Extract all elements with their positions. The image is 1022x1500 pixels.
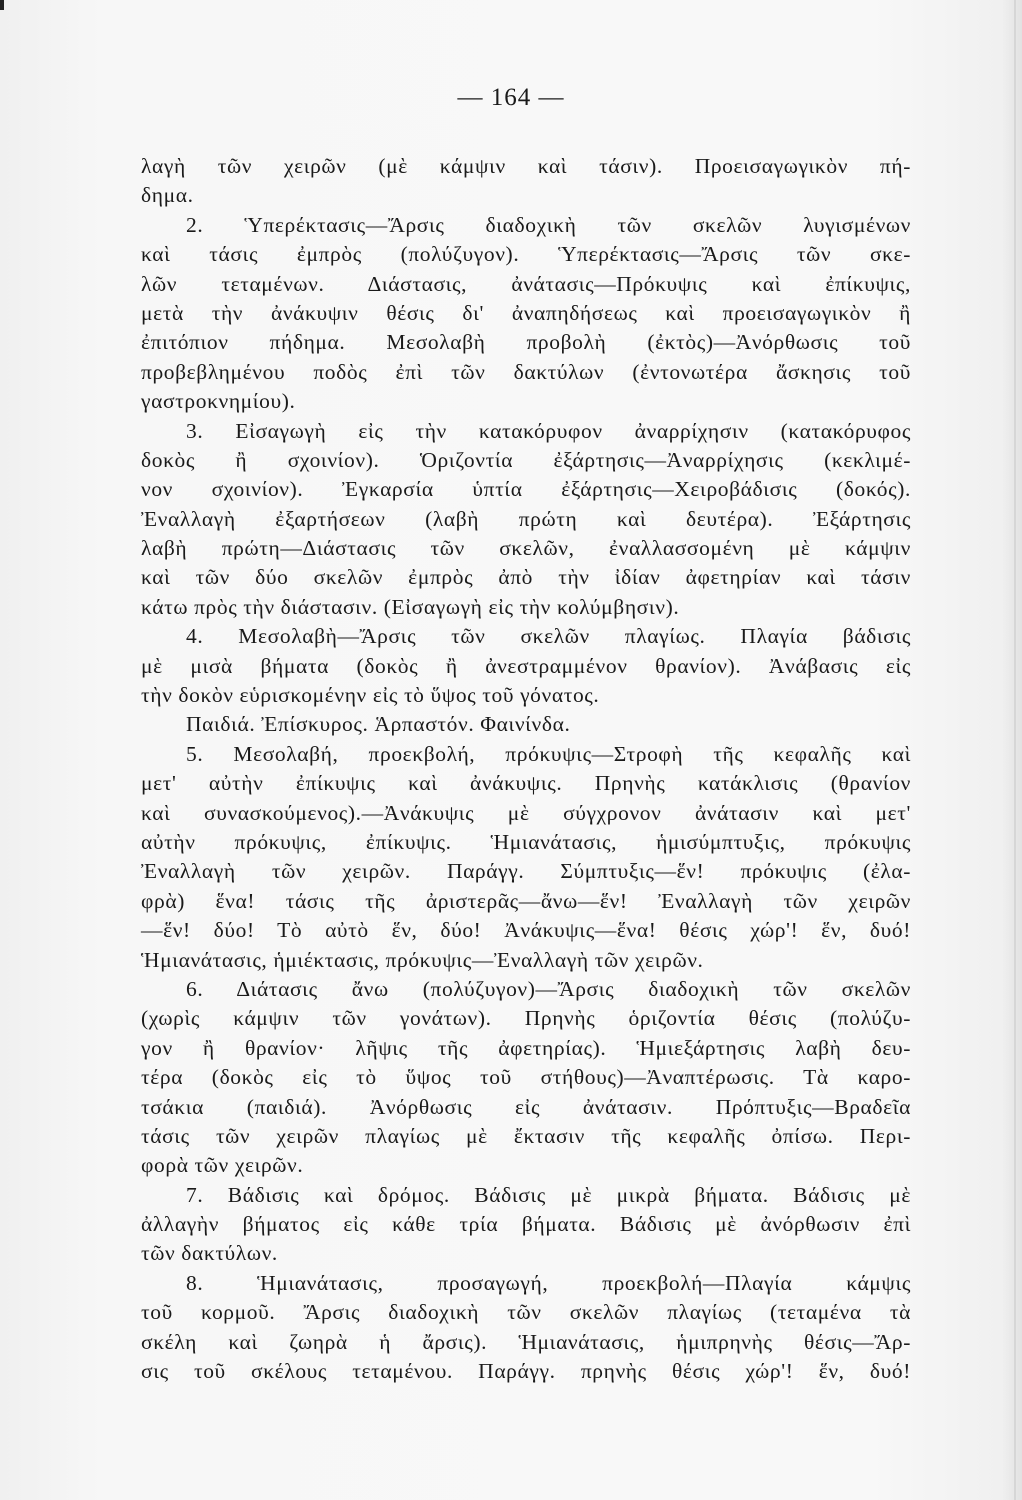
text-line: νον σχοινίον). Ἐγκαρσία ὑπτία ἐξάρτησις—Χειροβάδισις (δοκός). [141, 477, 911, 502]
page-number: — 164 — [457, 84, 565, 111]
text-line: καὶ τάσις ἐμπρὸς (πολύζυγον). Ὑπερέκτασις—Ἄρσις τῶν σκε- [141, 242, 911, 267]
text-line: σκέλη καὶ ζωηρὰ ἡ ἄρσις). Ἡμιανάτασις, ἡμιπρηνὴς θέσις—Ἄρ- [141, 1329, 911, 1354]
text-line: σις τοῦ σκέλους τεταμένου. Παράγγ. πρηνὴς θέσις χώρ'! ἕν, δυό! [141, 1359, 911, 1384]
text-line: φορὰ τῶν χειρῶν. [141, 1153, 304, 1178]
text-line: λαβὴ πρώτη—Διάστασις τῶν σκελῶν, ἐναλλασσομένη μὲ κάμψιν [141, 536, 911, 561]
text-line: Ἐναλλαγὴ τῶν χειρῶν. Παράγγ. Σύμπτυξις—ἕν! πρόκυψις (ἐλα- [141, 859, 911, 884]
text-line: Παιδιά. Ἐπίσκυρος. Ἁρπαστόν. Φαινίνδα. [186, 712, 571, 737]
text-line: μετ' αὐτὴν ἐπίκυψις καὶ ἀνάκυψις. Πρηνὴς κατάκλισις (θρανίον [141, 771, 911, 796]
text-line: 2. Ὑπερέκτασις—Ἄρσις διαδοχικὴ τῶν σκελῶν λυγισμένων [186, 212, 911, 237]
text-line: γον ἢ θρανίον· λῆψις τῆς ἀφετηρίας). Ἡμιεξάρτησις λαβὴ δευ- [141, 1035, 911, 1060]
text-line: καὶ τῶν δύο σκελῶν ἐμπρὸς ἀπὸ τὴν ἰδίαν ἀφετηρίαν καὶ τάσιν [141, 565, 911, 590]
text-line: δοκὸς ἢ σχοινίον). Ὁριζοντία ἐξάρτησις—Ἀναρρίχησις (κεκλιμέ- [141, 447, 911, 472]
text-line: λαγὴ τῶν χειρῶν (μὲ κάμψιν καὶ τάσιν). Προεισαγωγικὸν πή- [141, 154, 911, 178]
text-line: μετὰ τὴν ἀνάκυψιν θέσις δι' ἀναπηδήσεως καὶ προεισαγωγικὸν ἢ [141, 300, 911, 325]
text-line: τέρα (δοκὸς εἰς τὸ ὕψος τοῦ στήθους)—Ἀναπτέρωσις. Τὰ καρο- [141, 1065, 911, 1090]
text-line: 4. Μεσολαβὴ—Ἄρσις τῶν σκελῶν πλαγίως. Πλαγία βάδισις [186, 624, 911, 649]
text-line: τάσις τῶν χειρῶν πλαγίως μὲ ἔκτασιν τῆς κεφαλῆς ὀπίσω. Περι- [141, 1123, 911, 1148]
text-line: δημα. [141, 183, 194, 208]
text-line: προβεβλημένου ποδὸς ἐπὶ τῶν δακτύλων (ἐντονωτέρα ἄσκησις τοῦ [141, 359, 911, 384]
text-line: τῶν δακτύλων. [141, 1241, 278, 1266]
text-line: φρὰ) ἕνα! τάσις τῆς ἀριστερᾶς—ἄνω—ἕν! Ἐναλλαγὴ τῶν χειρῶν [141, 888, 911, 913]
text-line: —ἕν! δύο! Τὸ αὐτὸ ἕν, δύο! Ἀνάκυψις—ἕνα! θέσις χώρ'! ἕν, δυό! [141, 918, 911, 943]
page-edge [1014, 0, 1016, 1500]
text-line: τὴν δοκὸν εὑρισκομένην εἰς τὸ ὕψος τοῦ γόνατος. [141, 683, 600, 708]
text-line: 6. Διάτασις ἄνω (πολύζυγον)—Ἄρσις διαδοχικὴ τῶν σκελῶν [186, 976, 911, 1001]
text-line: 5. Μεσολαβή, προεκβολή, πρόκυψις—Στροφὴ τῆς κεφαλῆς καὶ [186, 741, 911, 766]
text-line: ἀλλαγὴν βήματος εἰς κάθε τρία βήματα. Βάδισις μὲ ἀνόρθωσιν ἐπὶ [141, 1212, 911, 1237]
text-line: 3. Εἰσαγωγὴ εἰς τὴν κατακόρυφον ἀναρρίχησιν (κατακόρυφος [186, 418, 911, 443]
body-text [141, 152, 911, 1386]
text-line: αὐτὴν πρόκυψις, ἐπίκυψις. Ἡμιανάτασις, ἡμισύμπτυξις, πρόκυψις [141, 829, 911, 854]
text-line: καὶ συνασκούμενος).—Ἀνάκυψις μὲ σύγχρονον ἀνάτασιν καὶ μετ' [141, 800, 911, 825]
text-line: Ἐναλλαγὴ ἐξαρτήσεων (λαβὴ πρώτη καὶ δευτέρα). Ἐξάρτησις [141, 506, 911, 531]
text-line: γαστροκνημίου). [141, 389, 296, 414]
text-line: (χωρὶς κάμψιν τῶν γονάτων). Πρηνὴς ὁριζοντία θέσις (πολύζυ- [141, 1006, 911, 1031]
text-line: τοῦ κορμοῦ. Ἄρσις διαδοχικὴ τῶν σκελῶν πλαγίως (τεταμένα τὰ [141, 1300, 911, 1325]
text-line: μὲ μισὰ βήματα (δοκὸς ἢ ἀνεστραμμένον θρανίον). Ἀνάβασις εἰς [141, 653, 911, 678]
text-line: τσάκια (παιδιά). Ἀνόρθωσις εἰς ἀνάτασιν. Πρόπτυξις—Βραδεῖα [141, 1094, 911, 1119]
text-line: κάτω πρὸς τὴν διάστασιν. (Εἰσαγωγὴ εἰς τὴν κολύμβησιν). [141, 594, 680, 619]
text-line: 8. Ἡμιανάτασις, προσαγωγή, προεκβολή—Πλαγία κάμψις [186, 1270, 911, 1295]
text-line: Ἡμιανάτασις, ἡμιέκτασις, πρόκυψις—Ἐναλλαγὴ τῶν χειρῶν. [141, 947, 704, 972]
scan-corner-mark [0, 0, 4, 10]
text-line: λῶν τεταμένων. Διάστασις, ἀνάτασις—Πρόκυψις καὶ ἐπίκυψις, [141, 271, 911, 296]
text-line: ἐπιτόπιον πήδημα. Μεσολαβὴ προβολὴ (ἐκτὸς)—Ἀνόρθωσις τοῦ [141, 330, 911, 355]
text-line: 7. Βάδισις καὶ δρόμος. Βάδισις μὲ μικρὰ βήματα. Βάδισις μὲ [186, 1182, 911, 1207]
